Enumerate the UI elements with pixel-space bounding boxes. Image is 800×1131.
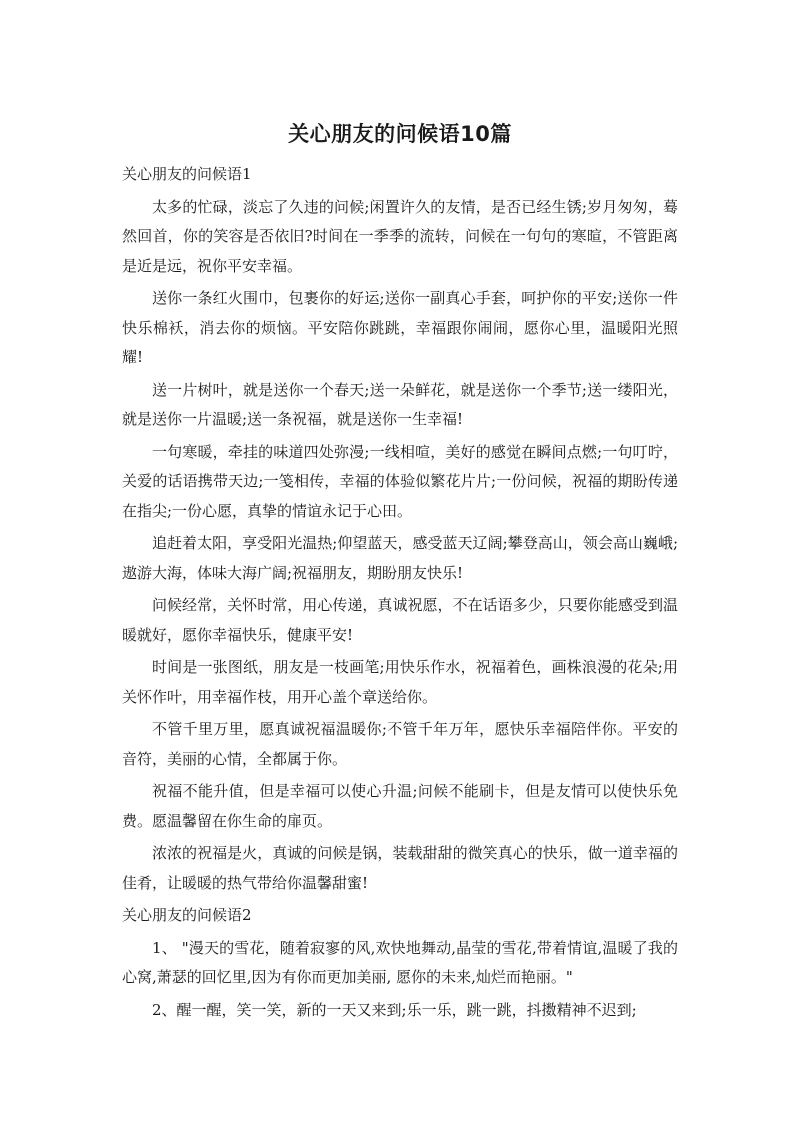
paragraph: 追赶着太阳，享受阳光温热;仰望蓝天，感受蓝天辽阔;攀登高山，领会高山巍峨;遨游大海，体味大海广阔;祝福朋友，期盼朋友快乐! xyxy=(122,534,678,582)
section-heading-2: 关心朋友的问候语2 xyxy=(122,906,252,924)
document-body xyxy=(122,160,678,1028)
paragraph: 送一片树叶，就是送你一个春天;送一朵鲜花，就是送你一个季节;送一缕阳光，就是送你一片温暖;送一条祝福，就是送你一生幸福! xyxy=(122,380,678,428)
paragraph: 送你一条红火围巾，包裹你的好运;送你一副真心手套，呵护你的平安;送你一件快乐棉袄，消去你的烦恼。平安陪你跳跳，幸福跟你闹闹，愿你心里，温暖阳光照耀! xyxy=(122,289,678,366)
paragraph: 时间是一张图纸，朋友是一枝画笔;用快乐作水，祝福着色，画株浪漫的花朵;用关怀作叶，用幸福作枝，用开心盖个章送给你。 xyxy=(122,658,678,706)
paragraph: 一句寒暖，牵挂的味道四处弥漫;一线相喧，美好的感觉在瞬间点燃;一句叮咛，关爱的话语携带天边;一笺相传，幸福的体验似繁花片片;一份问候，祝福的期盼传递在指尖;一份心愿，真挚的情谊永记于心田。 xyxy=(122,442,678,520)
section-heading-1: 关心朋友的问候语1 xyxy=(122,165,252,183)
document-title: 关心朋友的问候语10篇 xyxy=(288,122,512,146)
paragraph: 祝福不能升值，但是幸福可以使心升温;问候不能刷卡，但是友情可以使快乐免费。愿温馨留在你生命的扉页。 xyxy=(122,782,678,830)
list-item: 1、 "漫天的雪花，随着寂寥的风,欢快地舞动,晶莹的雪花,带着情谊,温暖了我的心窝,萧瑟的回忆里,因为有你而更加美丽, 愿你的未来,灿烂而艳丽。" xyxy=(122,938,678,986)
paragraph: 问候经常，关怀时常，用心传递，真诚祝愿，不在话语多少，只要你能感受到温暖就好，愿你幸福快乐，健康平安! xyxy=(122,596,678,644)
list-item: 2、醒一醒，笑一笑，新的一天又来到;乐一乐，跳一跳，抖擞精神不迟到; xyxy=(152,1000,637,1019)
paragraph: 不管千里万里，愿真诚祝福温暖你;不管千年万年，愿快乐幸福陪伴你。平安的音符，美丽的心情，全都属于你。 xyxy=(122,720,678,768)
paragraph: 浓浓的祝福是火，真诚的问候是锅，装载甜甜的微笑真心的快乐，做一道幸福的佳肴，让暖暖的热气带给你温馨甜蜜! xyxy=(122,844,678,892)
paragraph: 太多的忙碌，淡忘了久违的问候;闲置许久的友情，是否已经生锈;岁月匆匆，蓦然回首，你的笑容是否依旧?时间在一季季的流转，问候在一句句的寒暄，不管距离是近是远，祝你平安幸福。 xyxy=(122,197,678,275)
